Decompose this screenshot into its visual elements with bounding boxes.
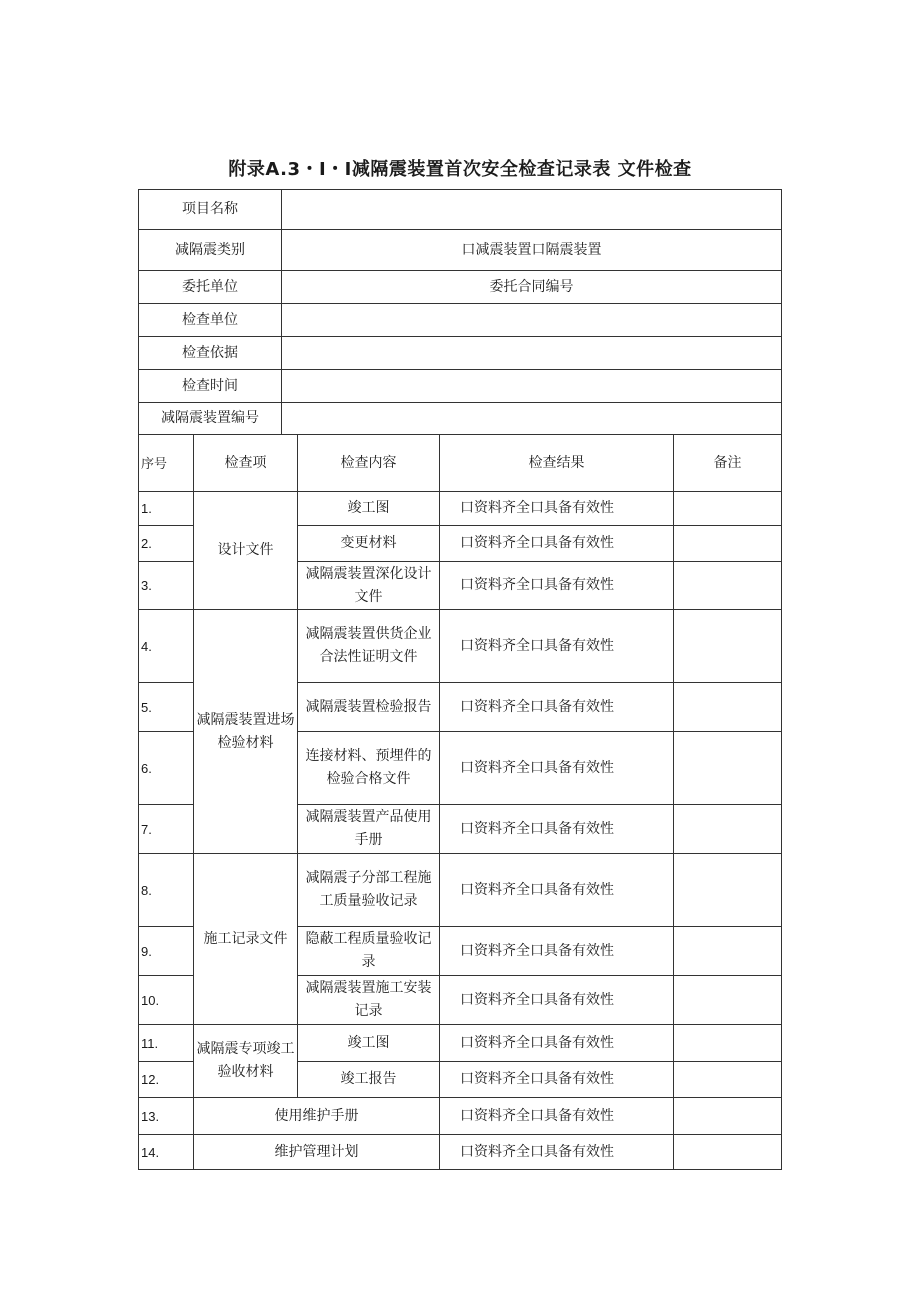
info-row-client [139, 271, 782, 304]
row-no: 12. [139, 1062, 194, 1098]
remarks-cell[interactable] [674, 805, 782, 854]
check-result[interactable]: 口资料齐全口具备有效性 [440, 854, 674, 927]
table-row [139, 492, 782, 526]
check-content: 隐蔽工程质量验收记录 [298, 927, 440, 976]
remarks-cell[interactable] [674, 1098, 782, 1135]
remarks-cell[interactable] [674, 927, 782, 976]
check-result[interactable]: 口资料齐全口具备有效性 [440, 976, 674, 1025]
remarks-cell[interactable] [674, 1025, 782, 1062]
info-row-category [139, 230, 782, 271]
check-result[interactable]: 口资料齐全口具备有效性 [440, 927, 674, 976]
device-no-field[interactable] [282, 403, 782, 435]
client-label: 委托单位 [139, 271, 282, 304]
check-content: 减隔震装置施工安装记录 [298, 976, 440, 1025]
table-row [139, 854, 782, 927]
check-content: 竣工图 [298, 1025, 440, 1062]
check-content: 减隔震装置产品使用手册 [298, 805, 440, 854]
info-row-inspect-time [139, 370, 782, 403]
check-content: 使用维护手册 [194, 1098, 440, 1135]
info-row-device-no [139, 403, 782, 435]
check-content: 维护管理计划 [194, 1135, 440, 1170]
check-result[interactable]: 口资料齐全口具备有效性 [440, 1135, 674, 1170]
table-row [139, 1098, 782, 1135]
col-header-result: 检查结果 [440, 435, 674, 492]
col-header-item: 检查项 [194, 435, 298, 492]
col-header-no: 序号 [139, 435, 194, 492]
inspection-form [138, 189, 781, 1170]
row-no: 13. [139, 1098, 194, 1135]
table-row [139, 1025, 782, 1062]
row-no: 7. [139, 805, 194, 854]
check-content: 减隔震装置深化设计文件 [298, 562, 440, 610]
project-name-field[interactable] [282, 190, 782, 230]
row-no: 1. [139, 492, 194, 526]
check-content: 连接材料、预埋件的检验合格文件 [298, 732, 440, 805]
group-design-docs: 设计文件 [194, 492, 298, 610]
remarks-cell[interactable] [674, 976, 782, 1025]
check-result[interactable]: 口资料齐全口具备有效性 [440, 1098, 674, 1135]
inspect-unit-field[interactable] [282, 304, 782, 337]
check-result[interactable]: 口资料齐全口具备有效性 [440, 526, 674, 562]
info-row-inspect-unit [139, 304, 782, 337]
group-completion-materials: 减隔震专项竣工验收材料 [194, 1025, 298, 1098]
row-no: 4. [139, 610, 194, 683]
device-no-label: 减隔震装置编号 [139, 403, 282, 435]
check-result[interactable]: 口资料齐全口具备有效性 [440, 732, 674, 805]
check-content: 减隔震装置供货企业合法性证明文件 [298, 610, 440, 683]
table-row [139, 610, 782, 683]
check-content: 竣工图 [298, 492, 440, 526]
inspect-unit-label: 检查单位 [139, 304, 282, 337]
table-header-row [139, 435, 782, 492]
check-content: 变更材料 [298, 526, 440, 562]
inspect-time-field[interactable] [282, 370, 782, 403]
check-result[interactable]: 口资料齐全口具备有效性 [440, 805, 674, 854]
row-no: 9. [139, 927, 194, 976]
contract-no-label: 委托合同编号 [282, 271, 782, 304]
page-title: 附录A.3・I・I减隔震装置首次安全检查记录表 文件检查 [228, 159, 692, 180]
category-options[interactable]: 口减震装置口隔震装置 [282, 230, 782, 271]
project-name-label: 项目名称 [139, 190, 282, 230]
remarks-cell[interactable] [674, 854, 782, 927]
group-entry-materials: 减隔震装置进场检验材料 [194, 610, 298, 854]
category-label: 减隔震类别 [139, 230, 282, 271]
row-no: 5. [139, 683, 194, 732]
checklist-table [138, 434, 782, 1170]
check-content: 竣工报告 [298, 1062, 440, 1098]
info-table [138, 189, 782, 435]
inspect-time-label: 检查时间 [139, 370, 282, 403]
check-content: 减隔震子分部工程施工质量验收记录 [298, 854, 440, 927]
info-row-inspect-basis [139, 337, 782, 370]
remarks-cell[interactable] [674, 526, 782, 562]
check-result[interactable]: 口资料齐全口具备有效性 [440, 683, 674, 732]
remarks-cell[interactable] [674, 683, 782, 732]
check-result[interactable]: 口资料齐全口具备有效性 [440, 1025, 674, 1062]
check-content: 减隔震装置检验报告 [298, 683, 440, 732]
check-result[interactable]: 口资料齐全口具备有效性 [440, 492, 674, 526]
row-no: 14. [139, 1135, 194, 1170]
remarks-cell[interactable] [674, 732, 782, 805]
row-no: 10. [139, 976, 194, 1025]
remarks-cell[interactable] [674, 1062, 782, 1098]
row-no: 2. [139, 526, 194, 562]
col-header-content: 检查内容 [298, 435, 440, 492]
inspect-basis-label: 检查依据 [139, 337, 282, 370]
table-row [139, 1135, 782, 1170]
remarks-cell[interactable] [674, 1135, 782, 1170]
check-result[interactable]: 口资料齐全口具备有效性 [440, 1062, 674, 1098]
inspect-basis-field[interactable] [282, 337, 782, 370]
row-no: 8. [139, 854, 194, 927]
col-header-remarks: 备注 [674, 435, 782, 492]
check-result[interactable]: 口资料齐全口具备有效性 [440, 610, 674, 683]
row-no: 11. [139, 1025, 194, 1062]
check-result[interactable]: 口资料齐全口具备有效性 [440, 562, 674, 610]
remarks-cell[interactable] [674, 562, 782, 610]
remarks-cell[interactable] [674, 492, 782, 526]
info-row-project [139, 190, 782, 230]
group-construction-records: 施工记录文件 [194, 854, 298, 1025]
row-no: 3. [139, 562, 194, 610]
remarks-cell[interactable] [674, 610, 782, 683]
row-no: 6. [139, 732, 194, 805]
